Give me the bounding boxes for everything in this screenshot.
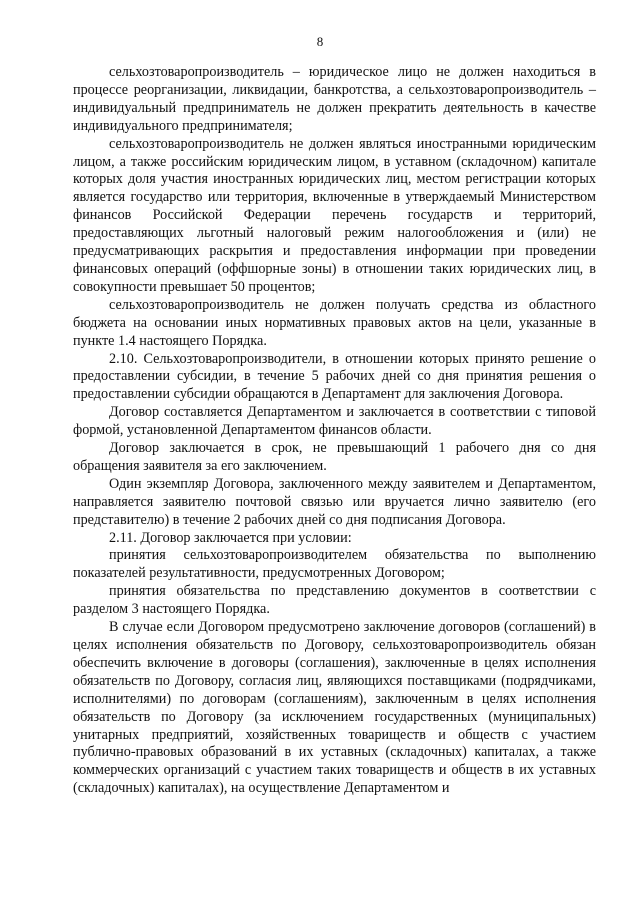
paragraph-documents-obligation: принятия обязательства по представлению документов в соответствии с разделом 3 настоящего Порядка. bbox=[73, 583, 596, 618]
page-number: 8 bbox=[316, 34, 324, 49]
paragraph-foreign-entity-restriction: сельхозтоваропроизводитель не должен являться иностранными юридическим лицом, а также российским юридическим лицом, в уставном (складочном) капитале которых доля участия иностранных юридических лиц, местом регистрации которых является государство или территория, включенные в утверждаемый Министерством финансов Российской Федерации перечень государств и территорий, предоставляющих льготный налоговый режим налогообложения и (или) не предусматривающих раскрытия и предоставления информации при проведении финансовых операций (оффшорные зоны) в отношении таких юридических лиц, в совокупности превышает 50 процентов; bbox=[73, 135, 596, 295]
paragraph-legal-entity-status: сельхозтоваропроизводитель – юридическое лицо не должен находиться в процессе реорганизации, ликвидации, банкротства, а сельхозтоваропроизводитель – индивидуальный предприниматель не должен прекратить деятельность в качестве индивидуального предпринимателя; bbox=[73, 64, 596, 134]
paragraph-clause-2-10: 2.10. Сельхозтоваропроизводители, в отношении которых принято решение о предоставлении субсидии, в течение 5 рабочих дней со дня принятия решения о предоставлении субсидии обращаются в Департамент для заключения Договора. bbox=[73, 350, 596, 403]
paragraph-clause-2-11: 2.11. Договор заключается при условии: bbox=[109, 529, 352, 546]
paragraph-performance-obligation: принятия сельхозтоваропроизводителем обязательства по выполнению показателей результативности, предусмотренных Договором; bbox=[73, 547, 596, 582]
paragraph-contract-term: Договор заключается в срок, не превышающий 1 рабочего дня со дня обращения заявителя за его заключением. bbox=[73, 440, 596, 474]
paragraph-contract-template: Договор составляется Департаментом и заключается в соответствии с типовой формой, установленной Департаментом финансов области. bbox=[73, 404, 596, 439]
paragraph-contract-delivery: Один экземпляр Договора, заключенного между заявителем и Департаментом, направляется заявителю почтовой связью или вручается лично заявителю (его представителю) в течение 2 рабочих дней со дня подписания Договора. bbox=[73, 475, 596, 528]
document-body bbox=[73, 64, 596, 798]
paragraph-no-other-budget-funds: сельхозтоваропроизводитель не должен получать средства из областного бюджета на основании иных нормативных правовых актов на цели, указанные в пункте 1.4 настоящего Порядка. bbox=[73, 296, 596, 349]
paragraph-subcontract-consent: В случае если Договором предусмотрено заключение договоров (соглашений) в целях исполнения обязательств по Договору, сельхозтоваропроизводитель обязан обеспечить включение в договоры (соглашения), заключенные в целях исполнения обязательств по Договору, согласия лиц, являющихся поставщиками (подрядчиками, исполнителями) по договорам (соглашениям), заключенным в целях исполнения обязательств по Договору (за исключением государственных (муниципальных) унитарных предприятий, хозяйственных товариществ и обществ с участием публично-правовых образований в их уставных (складочных) капиталах, а также коммерческих организаций с участием таких товариществ и обществ в их уставных (складочных) капиталах), на осуществление Департаментом и bbox=[73, 619, 596, 797]
